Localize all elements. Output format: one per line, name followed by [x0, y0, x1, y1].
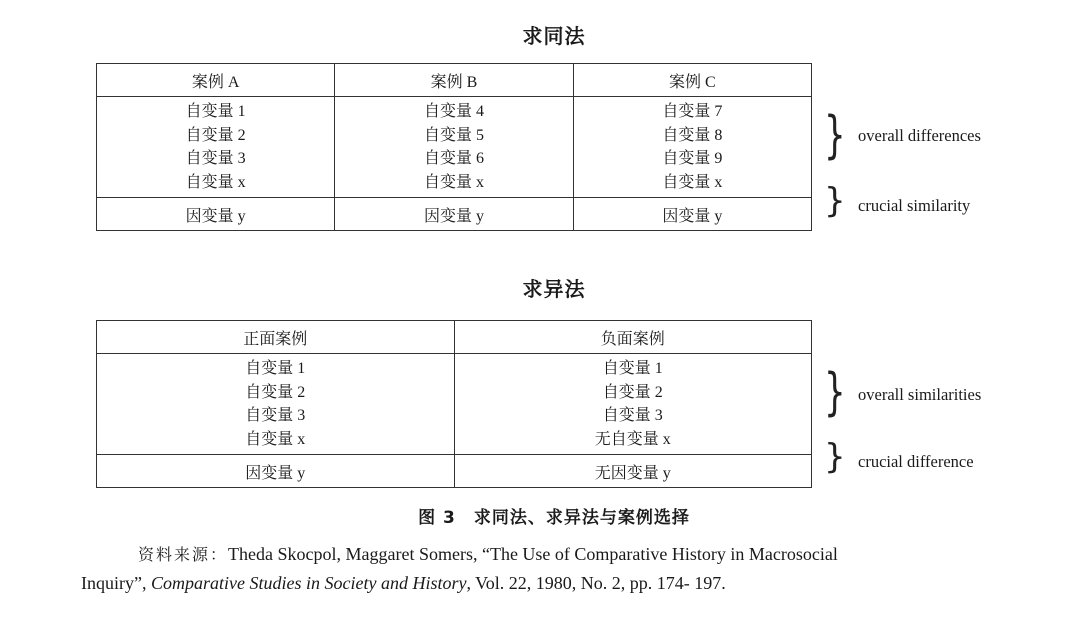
variable-item: 自变量 x [662, 173, 723, 191]
source-line-2 [81, 573, 726, 594]
source-citation-part1: Theda Skocpol, Maggaret Somers, “The Use of Comparative History in Macrosocial [228, 544, 838, 564]
variable-item: 自变量 3 [185, 150, 246, 167]
variables-cell [97, 97, 335, 198]
dependent-cell: 无因变量 y [454, 455, 812, 488]
variable-item: 自变量 2 [185, 126, 246, 144]
variable-item: 自变量 3 [602, 407, 663, 424]
annotation-crucial-similarity: crucial similarity [858, 196, 971, 215]
dependent-cell: 因变量 y [573, 198, 811, 231]
agreement-method-title: 求同法 [522, 24, 586, 48]
difference-method-title: 求异法 [522, 277, 586, 301]
variable-item: 自变量 2 [245, 383, 306, 401]
dependent-variable-row [97, 198, 812, 231]
variable-item: 自变量 3 [245, 407, 306, 424]
right-brace-icon: } [824, 362, 846, 423]
column-header: 案例 B [335, 64, 573, 97]
right-brace-icon: } [824, 105, 846, 166]
variable-item: 自变量 1 [245, 360, 306, 377]
table-header-row [97, 64, 812, 97]
source-line-1 [138, 542, 838, 565]
annotation-overall-similarities: overall similarities [858, 385, 982, 404]
annotation-crucial-difference: crucial difference [858, 452, 974, 471]
dependent-cell: 因变量 y [97, 198, 335, 231]
annotation-overall-differences: overall differences [858, 126, 981, 145]
table-header-row [97, 321, 812, 354]
difference-method-table [96, 320, 812, 488]
column-header: 案例 C [573, 64, 811, 97]
variables-cell [97, 354, 455, 455]
source-citation-part3: , Vol. 22, 1980, No. 2, pp. 174- 197. [466, 573, 726, 593]
right-brace-icon: } [824, 437, 846, 477]
independent-variables-row [97, 97, 812, 198]
variable-item: 无自变量 x [594, 430, 671, 448]
variable-item: 自变量 x [245, 430, 306, 448]
variable-item: 自变量 8 [662, 126, 723, 144]
source-journal: Comparative Studies in Society and History [150, 573, 467, 593]
variable-item: 自变量 x [185, 173, 246, 191]
variables-cell [335, 97, 573, 198]
variable-item: 自变量 7 [662, 103, 723, 120]
source-citation-part2: Inquiry”, [81, 573, 151, 593]
independent-variables-row [97, 354, 812, 455]
figure-caption: 图 3 求同法、求异法与案例选择 [418, 508, 690, 528]
variable-item: 自变量 1 [602, 360, 663, 377]
variables-cell [573, 97, 811, 198]
right-brace-icon: } [824, 181, 846, 221]
dependent-variable-row [97, 455, 812, 488]
column-header: 案例 A [97, 64, 335, 97]
variable-item: 自变量 6 [423, 150, 484, 167]
column-header: 负面案例 [454, 321, 812, 354]
dependent-cell: 因变量 y [335, 198, 573, 231]
dependent-cell: 因变量 y [97, 455, 455, 488]
variable-item: 自变量 4 [423, 103, 484, 120]
source-label: 资料来源： [138, 545, 229, 564]
variable-item: 自变量 2 [602, 383, 663, 401]
variable-item: 自变量 1 [185, 103, 246, 120]
variable-item: 自变量 5 [423, 126, 484, 144]
variable-item: 自变量 9 [662, 150, 723, 167]
variable-item: 自变量 x [423, 173, 484, 191]
variables-cell [454, 354, 812, 455]
agreement-method-table [96, 63, 812, 231]
column-header: 正面案例 [97, 321, 455, 354]
